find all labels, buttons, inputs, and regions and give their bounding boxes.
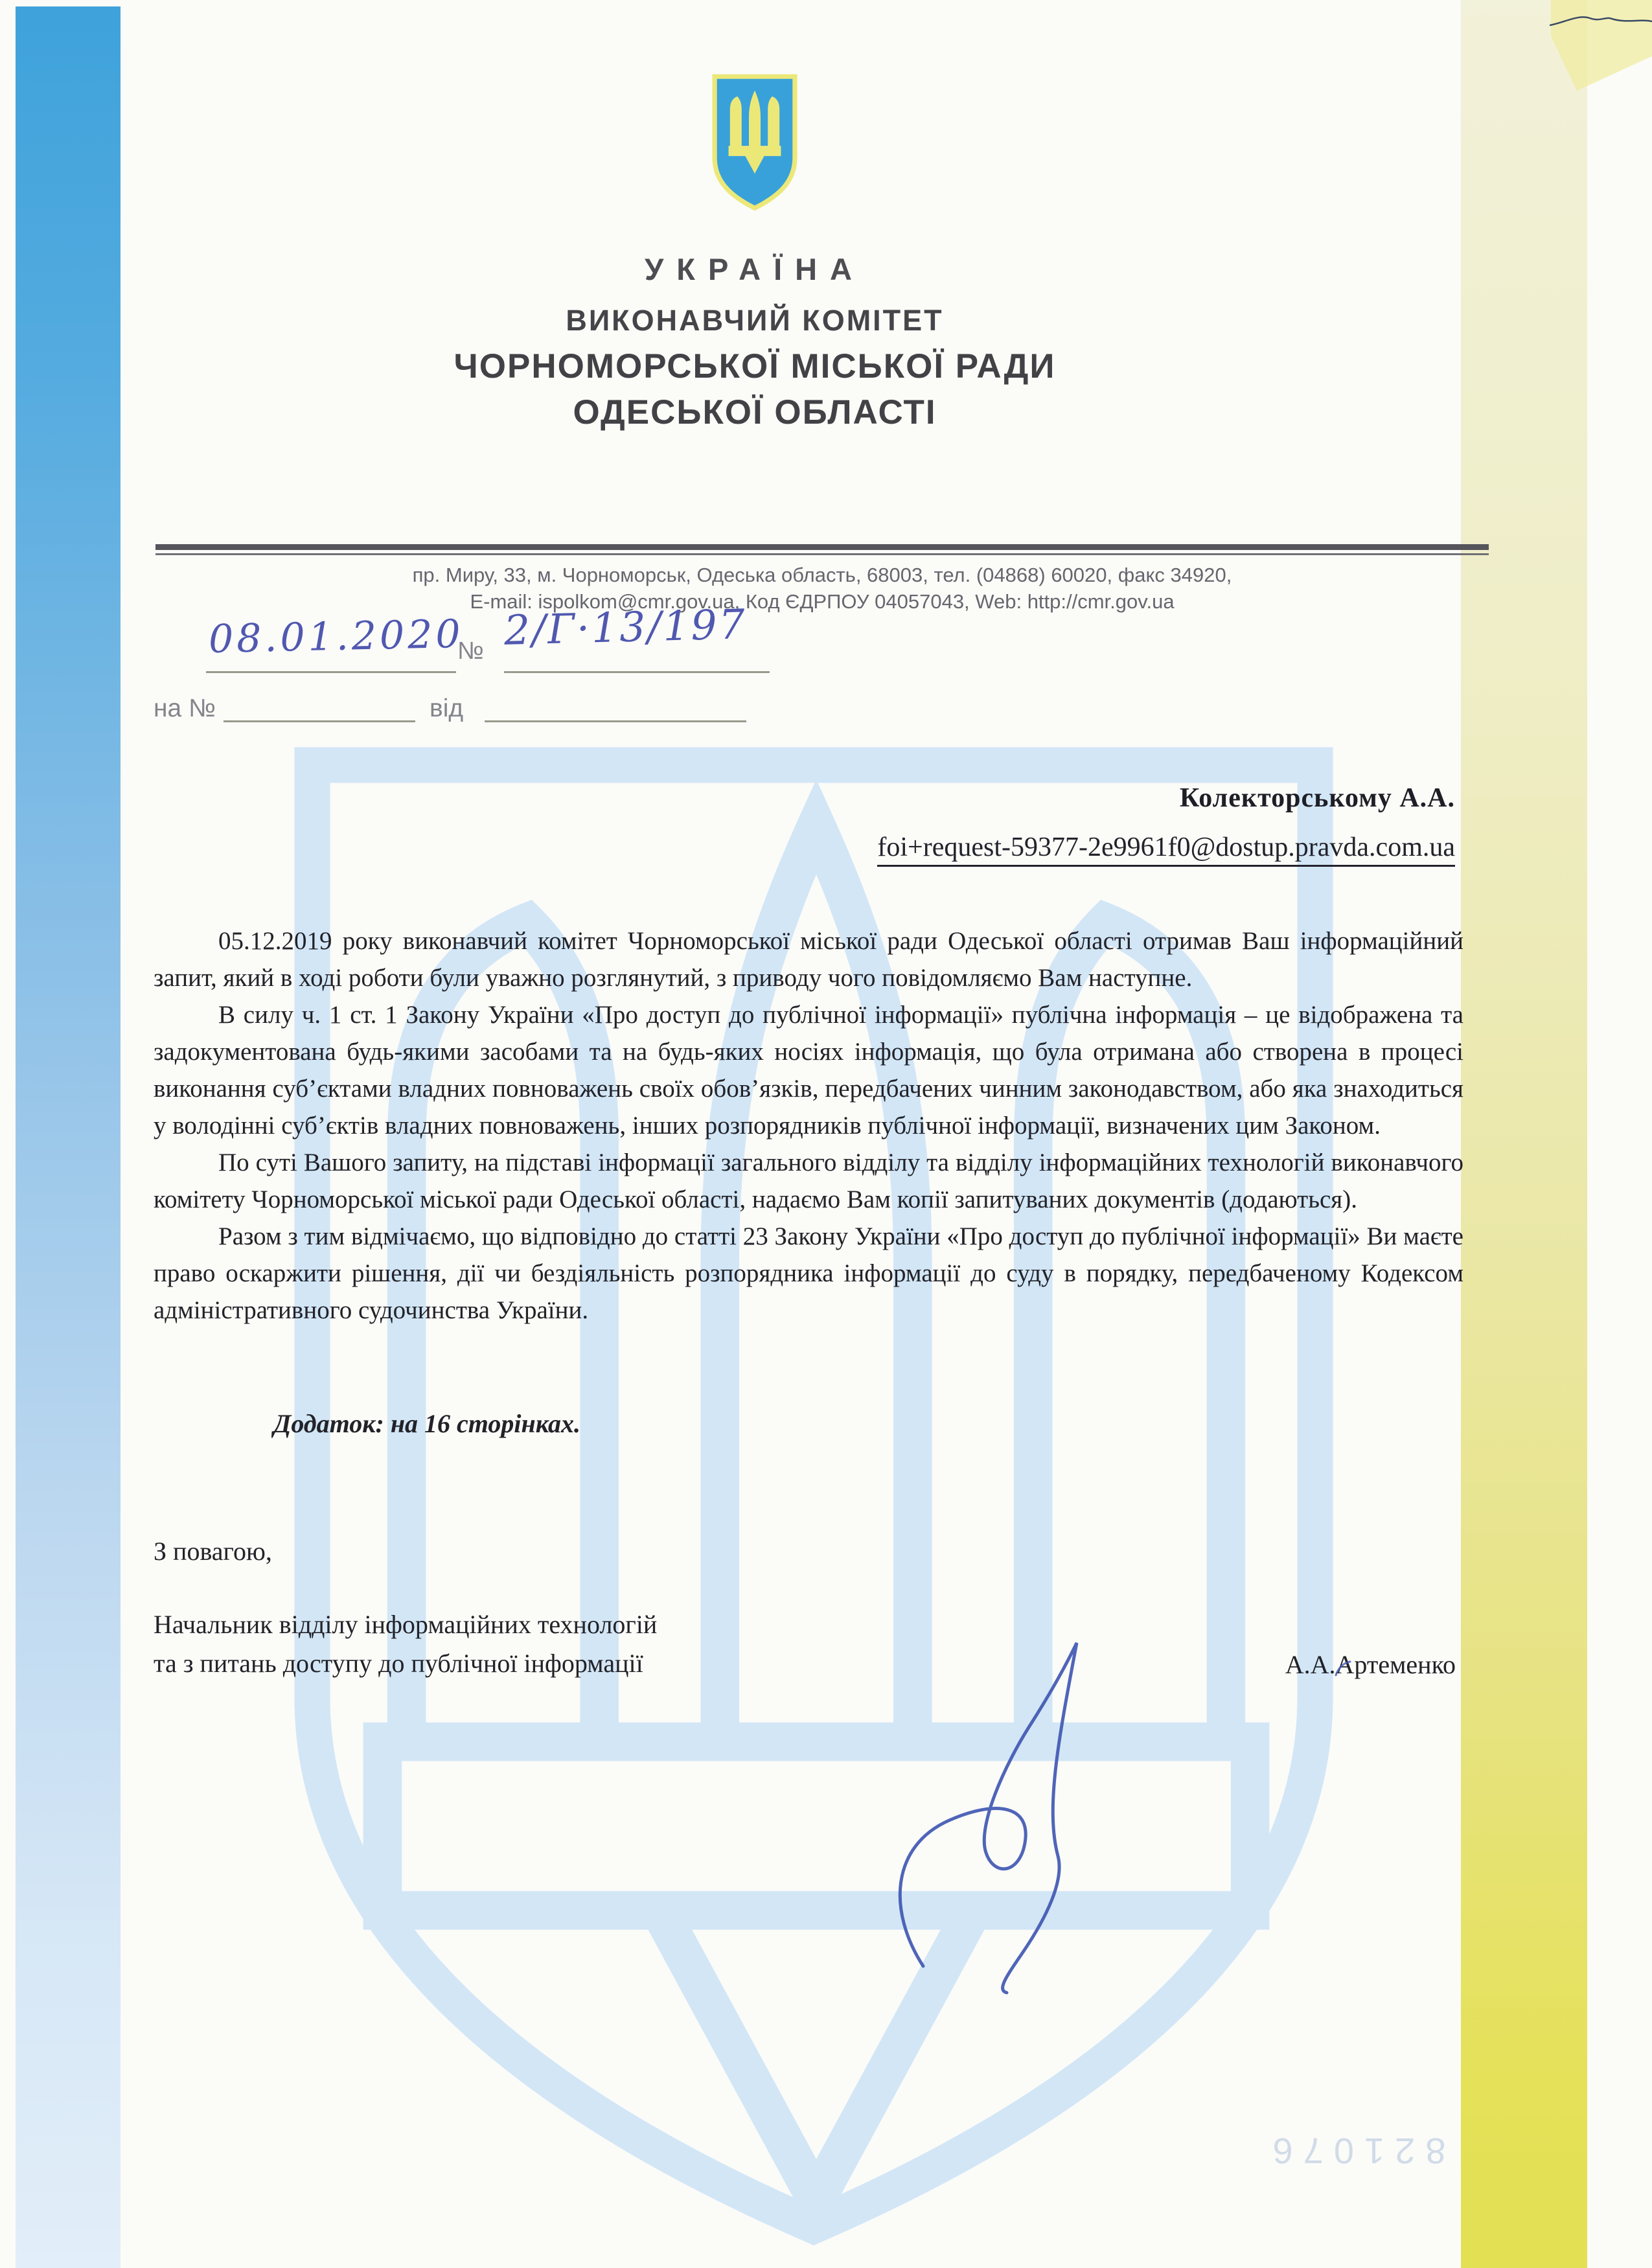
address-line-1: пр. Миру, 33, м. Чорноморськ, Одеська область, 68003, тел. (04868) 60020, факс 34920, bbox=[412, 564, 1232, 586]
ukraine-coat-of-arms-icon bbox=[708, 61, 801, 223]
bleed-through-number: 821076 bbox=[1262, 2131, 1446, 2171]
handwritten-signature-icon bbox=[862, 1632, 1121, 1995]
paragraph: Разом з тим відмічаємо, що відповідно до статті 23 Закону України «Про доступ до публічної інформації» Ви маєте право оскаржити рішення, дії чи бездіяльність розпорядника інформації до суду в порядку, передбаченому Кодексом адміністративного судочинства України. bbox=[154, 1222, 1463, 1324]
reply-date-label: від bbox=[430, 694, 464, 722]
number-sign-label: № bbox=[457, 637, 484, 665]
paragraph: В силу ч. 1 ст. 1 Закону України «Про доступ до публічної інформації» публічна інформація – це відображена та задокументована будь-якими засобами та на будь-яких носіях інформація, що була отримана або створена в процесі виконання суб’єктами владних повноважень своїх обов’язків, передбачених чинним законодавством, або яка знаходиться у володінні суб’єктів владних повноважень, інших розпорядників публічної інформації, визначених цим Законом. bbox=[154, 1001, 1463, 1140]
stray-pen-line-icon bbox=[1550, 8, 1652, 37]
pen-tick-mark-icon bbox=[1333, 1660, 1353, 1679]
reply-number-blank-line bbox=[224, 720, 415, 722]
closing-salutation: З повагою, bbox=[154, 1537, 272, 1566]
signature-block bbox=[154, 1605, 1463, 1683]
recipient-block bbox=[777, 783, 1455, 867]
divider-rule-thin bbox=[155, 553, 1489, 555]
signer-title-line-2: та з питань доступу до публічної інформації bbox=[154, 1649, 643, 1678]
divider-rule-thick bbox=[155, 544, 1489, 550]
letter-body bbox=[154, 922, 1463, 1683]
letterhead-rule-and-address bbox=[155, 544, 1489, 615]
handwritten-number: 2/Г·13/197 bbox=[503, 601, 748, 654]
date-blank-line bbox=[206, 671, 456, 673]
signer-title bbox=[154, 1605, 657, 1683]
recipient-name: Колекторському А.А. bbox=[1179, 783, 1455, 813]
country-title: УКРАЇНА bbox=[645, 252, 865, 286]
handwritten-date: 08.01.2020 bbox=[208, 611, 465, 663]
signer-name: А.А.Артеменко bbox=[1285, 1650, 1456, 1679]
number-blank-line bbox=[504, 671, 770, 673]
paragraph: По суті Вашого запиту, на підставі інформації загального відділу та відділу інформаційних технологій виконавчого комітету Чорноморської міської ради Одеської області, надаємо Вам копії запитуваних документів (додаються). bbox=[154, 1149, 1463, 1213]
org-line-committee: ВИКОНАВЧИЙ КОМІТЕТ bbox=[566, 304, 944, 337]
address-line-2: E-mail: ispolkom@cmr.gov.ua, Код ЄДРПОУ 04057043, Web: http://cmr.gov.ua bbox=[470, 590, 1175, 613]
org-line-oblast: ОДЕСЬКОЇ ОБЛАСТІ bbox=[573, 393, 937, 431]
paragraph: 05.12.2019 року виконавчий комітет Чорноморської міської ради Одеської області отримав Ваш інформаційний запит, який в ході роботи були уважно розглянутий, з приводу чого повідомляємо Вам наступне. bbox=[154, 927, 1463, 992]
attachment-note: Додаток: на 16 сторінках. bbox=[273, 1409, 580, 1438]
signer-title-line-1: Начальник відділу інформаційних технологій bbox=[154, 1610, 658, 1639]
reply-date-blank-line bbox=[485, 720, 746, 722]
reply-number-label: на № bbox=[154, 694, 216, 722]
letterhead bbox=[152, 61, 1357, 432]
recipient-email: foi+request-59377-2e9961f0@dostup.pravda.com.ua bbox=[877, 832, 1455, 867]
org-line-council: ЧОРНОМОРСЬКОЇ МІСЬКОЇ РАДИ bbox=[453, 347, 1056, 385]
